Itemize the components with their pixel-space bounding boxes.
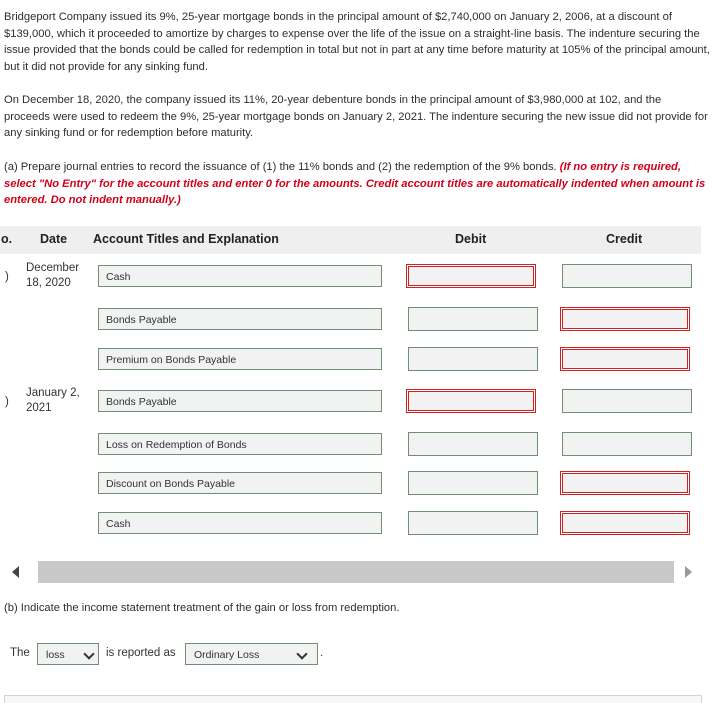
entry-number-2: ) [5, 396, 9, 408]
credit-input-3[interactable] [560, 347, 690, 371]
debit-input-3[interactable] [408, 347, 538, 371]
debit-input-7[interactable] [408, 511, 538, 535]
entry-date-2-line2: 2021 [26, 402, 52, 414]
entry-date-1 [26, 261, 79, 291]
account-field-3[interactable]: Premium on Bonds Payable [98, 348, 382, 370]
account-field-7[interactable]: Cash [98, 512, 382, 534]
debit-input-5[interactable] [408, 432, 538, 456]
credit-input-2[interactable] [560, 307, 690, 331]
reporting-treatment-select-value: Ordinary Loss [194, 649, 260, 661]
scroll-right-arrow-icon[interactable] [685, 566, 692, 578]
entry-date-2-line1: January 2, [26, 387, 80, 399]
credit-input-6[interactable] [560, 471, 690, 495]
gain-loss-select[interactable] [37, 643, 99, 665]
reporting-treatment-select[interactable] [185, 643, 318, 665]
chevron-down-icon [296, 648, 307, 659]
debit-input-2[interactable] [408, 307, 538, 331]
part-a-question: (a) Prepare journal entries to record the issuance of (1) the 11% bonds and (2) the redemption of the 9% bonds. [4, 161, 557, 173]
entry-number-1: ) [5, 271, 9, 283]
part-b-question: (b) Indicate the income statement treatment of the gain or loss from redemption. [4, 602, 400, 614]
credit-input-4[interactable] [562, 389, 692, 413]
sentence-the: The [10, 647, 30, 659]
horizontal-scrollbar[interactable] [38, 561, 674, 583]
sentence-is-reported-as: is reported as [106, 647, 176, 659]
part-a-note: (If no entry is required, select "No Entry" for the account titles and enter 0 for the amounts. Credit account titles are automatically indented when amount is entered. Do not indent manually.) [4, 161, 706, 206]
debit-input-1[interactable] [406, 264, 536, 288]
account-field-4[interactable]: Bonds Payable [98, 390, 382, 412]
entry-date-1-line2: 18, 2020 [26, 277, 71, 289]
entry-date-2 [26, 386, 80, 416]
debit-input-4[interactable] [406, 389, 536, 413]
debit-input-6[interactable] [408, 471, 538, 495]
chevron-down-icon [83, 648, 94, 659]
gain-loss-select-value: loss [46, 649, 65, 661]
header-credit: Credit [606, 232, 643, 246]
credit-input-5[interactable] [562, 432, 692, 456]
scroll-left-arrow-icon[interactable] [12, 566, 19, 578]
account-field-2[interactable]: Bonds Payable [98, 308, 382, 330]
account-field-5[interactable]: Loss on Redemption of Bonds [98, 433, 382, 455]
sentence-period: . [320, 647, 324, 659]
entry-date-1-line1: December [26, 262, 80, 274]
bottom-panel-edge [4, 695, 702, 703]
problem-paragraph-2: On December 18, 2020, the company issued its 11%, 20-year debenture bonds in the principal amount of $3,980,000 at 102, and the proceeds were used to redeem the 9%, 25-year mortgage bonds on January 2, 2021. The indenture securing the new issue did not provide for any sinking fund or for redemption before maturity. [4, 94, 708, 139]
header-date: Date [40, 232, 68, 246]
account-field-1[interactable]: Cash [98, 265, 382, 287]
credit-input-7[interactable] [560, 511, 690, 535]
problem-paragraph-1: Bridgeport Company issued its 9%, 25-year mortgage bonds in the principal amount of $2,740,000 on January 2, 2006, at a discount of $139,000, which it proceeded to amortize by charges to expense over the life of the issue on a straight-line basis. The indenture securing the issue provided that the bonds could be called for redemption in total but not in part at any time before maturity at 105% of the principal amount, but it did not provide for any sinking fund. [4, 11, 710, 73]
account-field-6[interactable]: Discount on Bonds Payable [98, 472, 382, 494]
header-account-titles: Account Titles and Explanation [93, 232, 279, 246]
part-a-instructions [4, 159, 710, 209]
header-debit: Debit [455, 232, 487, 246]
header-number: o. [1, 232, 13, 246]
credit-input-1[interactable] [562, 264, 692, 288]
